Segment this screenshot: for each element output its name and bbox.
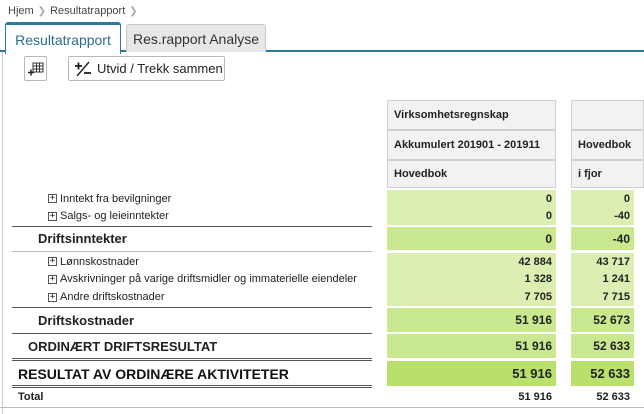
row-label: Driftskostnader: [38, 312, 135, 328]
value-cell: -40: [571, 227, 634, 250]
row-label: Lønnskostnader: [60, 255, 139, 268]
chevron-right-icon: ❯: [129, 5, 138, 17]
table-row-andre-driftskostnader: [0, 288, 644, 306]
table-row-inntekt-bevilgninger: [0, 190, 644, 207]
add-row-button[interactable]: [24, 56, 47, 81]
value-cell: -40: [571, 207, 634, 225]
column-source-header: Hovedbok: [387, 160, 556, 188]
expand-plus-icon[interactable]: +: [49, 210, 56, 221]
plus-minus-icon: [74, 61, 92, 77]
value-cell: 52 633: [596, 390, 630, 403]
expand-collapse-button[interactable]: [68, 56, 225, 81]
table-row-driftsinntekter: [0, 227, 644, 250]
value-cell: 7 705: [387, 288, 556, 306]
value-cell: 7 715: [571, 288, 634, 306]
value-cell: 51 916: [387, 308, 556, 332]
bottom-border: [0, 407, 644, 408]
breadcrumb-current[interactable]: Resultatrapport: [50, 5, 126, 17]
value-cell: 1 328: [387, 270, 556, 288]
value-cell: 43 717: [571, 253, 634, 270]
table-row-total: [0, 388, 644, 405]
table-row-driftskostnader: [0, 308, 644, 332]
expand-plus-icon[interactable]: +: [49, 273, 56, 284]
expand-collapse-label: Utvid / Trekk sammen: [97, 61, 223, 76]
column-period-header-2: Hovedbok: [571, 130, 644, 160]
column-group-header-2: [571, 100, 644, 130]
value-cell: 0: [387, 227, 556, 250]
column-group-header: Virksomhetsregnskap: [387, 100, 556, 130]
value-cell: 52 633: [571, 361, 634, 386]
value-cell: 51 916: [387, 334, 556, 358]
row-label: Total: [18, 390, 44, 403]
tab-resultatrapport[interactable]: Resultatrapport: [5, 22, 121, 54]
breadcrumb-home[interactable]: Hjem: [8, 5, 34, 17]
value-cell: 52 633: [571, 334, 634, 358]
row-label: RESULTAT AV ORDINÆRE AKTIVITETER: [18, 365, 289, 382]
value-cell: 51 916: [518, 390, 552, 403]
column-period-header: Akkumulert 201901 - 201911: [387, 130, 556, 160]
value-cell: 51 916: [387, 361, 556, 386]
add-table-icon: [28, 62, 44, 76]
table-row-resultat-ordinaere: [0, 361, 644, 386]
tab-bar: [0, 22, 644, 52]
column-source-header-2: i fjor: [571, 160, 644, 188]
breadcrumb: [8, 3, 138, 19]
value-cell: 0: [387, 190, 556, 207]
row-label: Andre driftskostnader: [60, 291, 165, 303]
row-label: Avskrivninger på varige driftsmidler og immaterielle eiendeler: [60, 273, 357, 285]
table-row-salgs-leieinntekter: [0, 207, 644, 225]
table-row-lonnskostnader: [0, 253, 644, 270]
row-label: Driftsinntekter: [38, 231, 127, 246]
expand-plus-icon[interactable]: +: [49, 291, 56, 302]
chevron-right-icon: ❯: [37, 5, 47, 17]
value-cell: 42 884: [387, 253, 556, 270]
table-row-ordinaert-driftsresultat: [0, 334, 644, 358]
tab-res-rapport-analyse[interactable]: Res.rapport Analyse: [126, 24, 266, 52]
table-row-avskrivninger: [0, 270, 644, 288]
value-cell: 0: [571, 190, 634, 207]
value-cell: 52 673: [571, 308, 634, 332]
value-cell: 0: [387, 207, 556, 225]
expand-plus-icon[interactable]: +: [49, 193, 56, 203]
row-label: Salgs- og leieinntekter: [60, 210, 169, 222]
value-cell: 1 241: [571, 270, 634, 288]
expand-plus-icon[interactable]: +: [49, 256, 56, 266]
divider: [12, 251, 372, 252]
row-label: Inntekt fra bevilgninger: [60, 192, 172, 205]
row-label: ORDINÆRT DRIFTSRESULTAT: [28, 338, 218, 354]
